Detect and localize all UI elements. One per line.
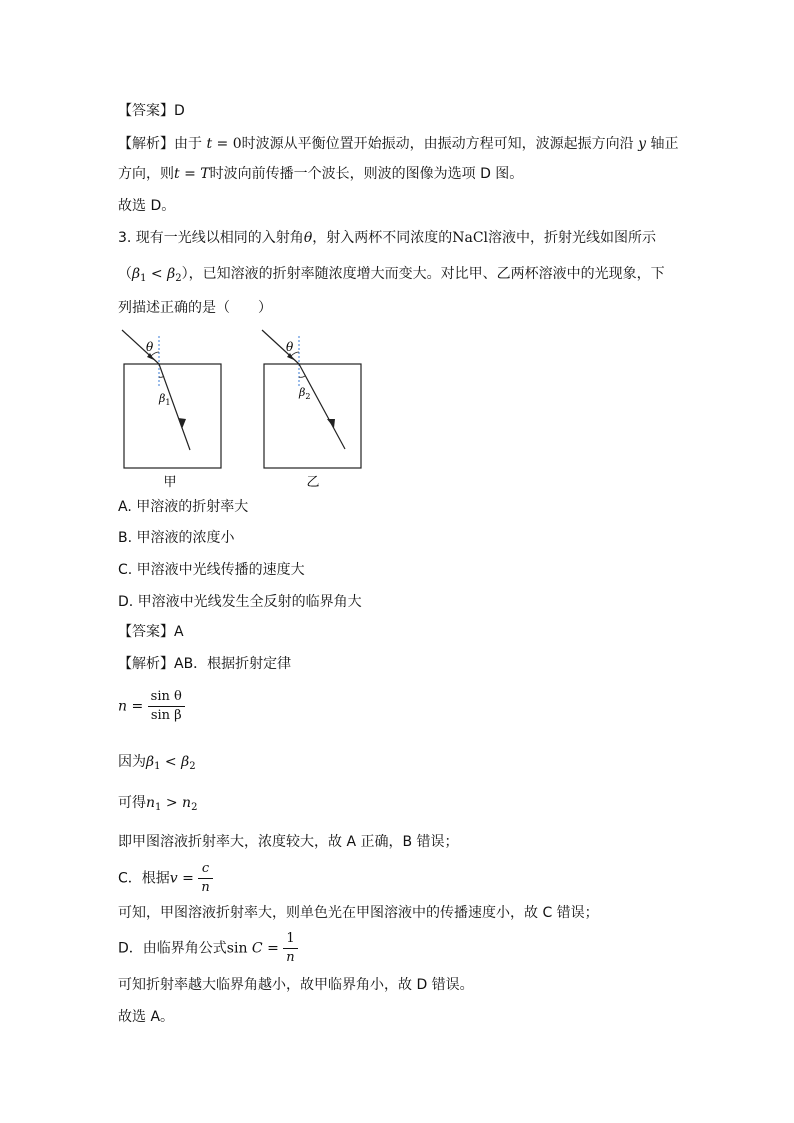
analysis-line-1: [118, 134, 678, 154]
math-var-v: v: [169, 870, 178, 887]
caption-jia: 甲: [163, 475, 177, 490]
question-text: ，射入两杯不同浓度的: [312, 230, 453, 246]
analysis2-conclusion: 故选 A。: [118, 1009, 175, 1025]
math-var-T: T: [200, 166, 210, 182]
analysis2-line-7: 可知，甲图溶液折射率大，则单色光在甲图溶液中的传播速度小，故 C 错误；: [118, 905, 599, 921]
math-eq: =: [262, 940, 284, 957]
math-sub: 1: [154, 761, 161, 772]
fraction-denominator: n: [286, 950, 295, 965]
math-beta: β: [132, 266, 141, 282]
analysis2-d: [118, 930, 298, 967]
question-line-3: 列描述正确的是（ ）: [118, 300, 272, 316]
option-d: D. 甲溶液中光线发生全反射的临界角大: [118, 594, 362, 610]
fraction: [283, 930, 297, 967]
beta1-label: $\beta_1$: [159, 392, 171, 407]
option-a: A. 甲溶液的折射率大: [118, 499, 249, 515]
fraction-numerator: sin θ: [148, 688, 185, 707]
math-eq: =: [179, 166, 201, 182]
option-c: C. 甲溶液中光线传播的速度大: [118, 562, 305, 578]
analysis-text: 方向，则: [118, 166, 174, 182]
refracted-ray-yi: [299, 364, 345, 449]
math-sub: 2: [189, 761, 196, 772]
fraction-denominator: n: [201, 880, 210, 895]
chem-nacl: NaCl: [452, 230, 489, 246]
incident-ray-jia: [122, 330, 159, 364]
math-var-n: n: [182, 795, 192, 811]
theta-label-yi: θ: [286, 340, 294, 354]
question-text: 3. 现有一光线以相同的入射角: [118, 230, 304, 246]
refracted-ray-jia: [159, 364, 190, 450]
math-eq: =: [177, 870, 199, 887]
analysis2-line-9: 可知折射率越大临界角越小，故甲临界角小，故 D 错误。: [118, 977, 474, 993]
question-text: 溶液中，折射光线如图所示: [488, 230, 657, 246]
incident-ray-yi: [262, 330, 299, 364]
math-var-y: y: [638, 136, 647, 152]
math-gt: >: [161, 795, 183, 811]
math-var-n: n: [118, 698, 128, 715]
analysis-label: 【解析】: [118, 136, 174, 152]
answer-label: 【答案】: [118, 103, 174, 119]
analysis-text: 时波向前传播一个波长，则波的图像为选项 D 图。: [209, 166, 524, 182]
answer-line-2: [118, 622, 184, 642]
analysis2-deduce: [118, 793, 197, 818]
analysis-conclusion-1: 故选 D。: [118, 198, 176, 214]
fraction: [198, 860, 212, 897]
analysis2-c: [118, 860, 213, 897]
math-var-t: t: [174, 166, 180, 182]
math-beta: β: [181, 754, 190, 770]
analysis-text: AB．根据折射定律: [174, 656, 292, 672]
fraction: [148, 688, 185, 725]
analysis2-line-5: 即甲图溶液折射率大，浓度较大，故 A 正确，B 错误；: [118, 834, 459, 850]
analysis2-because: [118, 752, 196, 777]
analysis-text: C．根据: [118, 870, 170, 887]
analysis-text: D．由临界角公式: [118, 940, 227, 957]
question-text: ），已知溶液的折射率随浓度增大而变大。对比甲、乙两杯溶液中的光现象，下: [181, 266, 665, 282]
arrow-head-icon: [178, 418, 186, 429]
analysis-label: 【解析】: [118, 656, 174, 672]
math-sub: 1: [155, 802, 162, 813]
beaker-jia: [124, 364, 221, 468]
fraction-numerator: 1: [283, 930, 297, 949]
math-theta: θ: [303, 230, 313, 246]
math-sub: 2: [191, 802, 198, 813]
math-eq: = 0: [212, 136, 242, 152]
caption-yi: 乙: [306, 475, 320, 490]
snell-formula: [118, 688, 185, 725]
math-var-C: C: [251, 940, 263, 957]
theta-label-jia: θ: [146, 340, 154, 354]
arrow-head-icon: [327, 419, 335, 428]
fraction-denominator: sin β: [150, 708, 182, 723]
math-beta: β: [146, 754, 155, 770]
answer-value: D: [174, 103, 185, 119]
answer-label: 【答案】: [118, 624, 174, 640]
answer-line-1: [118, 101, 185, 121]
analysis-text: 由于: [174, 136, 202, 152]
analysis-text: 可得: [118, 795, 146, 811]
math-beta: β: [167, 266, 176, 282]
beta-arc-yi: [299, 376, 305, 377]
math-lt: <: [160, 754, 182, 770]
math-sin: sin: [226, 940, 248, 957]
fraction-numerator: c: [198, 860, 212, 879]
answer-value: A: [174, 624, 184, 640]
question-line-1: [118, 228, 656, 248]
beta2-label: $\beta_2$: [299, 386, 311, 401]
beaker-yi: [264, 364, 361, 468]
math-sub: 2: [175, 273, 182, 284]
refraction-figure: [110, 322, 380, 492]
math-var-n: n: [146, 795, 156, 811]
question-line-2: [118, 264, 665, 289]
math-lt: <: [146, 266, 168, 282]
analysis-text: 轴正: [650, 136, 679, 152]
math-var-t: t: [206, 136, 213, 152]
analysis-line-2: [118, 164, 523, 184]
option-b: B. 甲溶液的浓度小: [118, 530, 235, 546]
math-eq: =: [127, 698, 148, 715]
math-sub: 1: [140, 273, 147, 284]
question-text: （: [118, 266, 132, 282]
analysis-text: 时波源从平衡位置开始振动，由振动方程可知，波源起振方向沿: [241, 136, 634, 152]
analysis-text: 因为: [118, 754, 146, 770]
analysis2-line-1: [118, 654, 291, 674]
